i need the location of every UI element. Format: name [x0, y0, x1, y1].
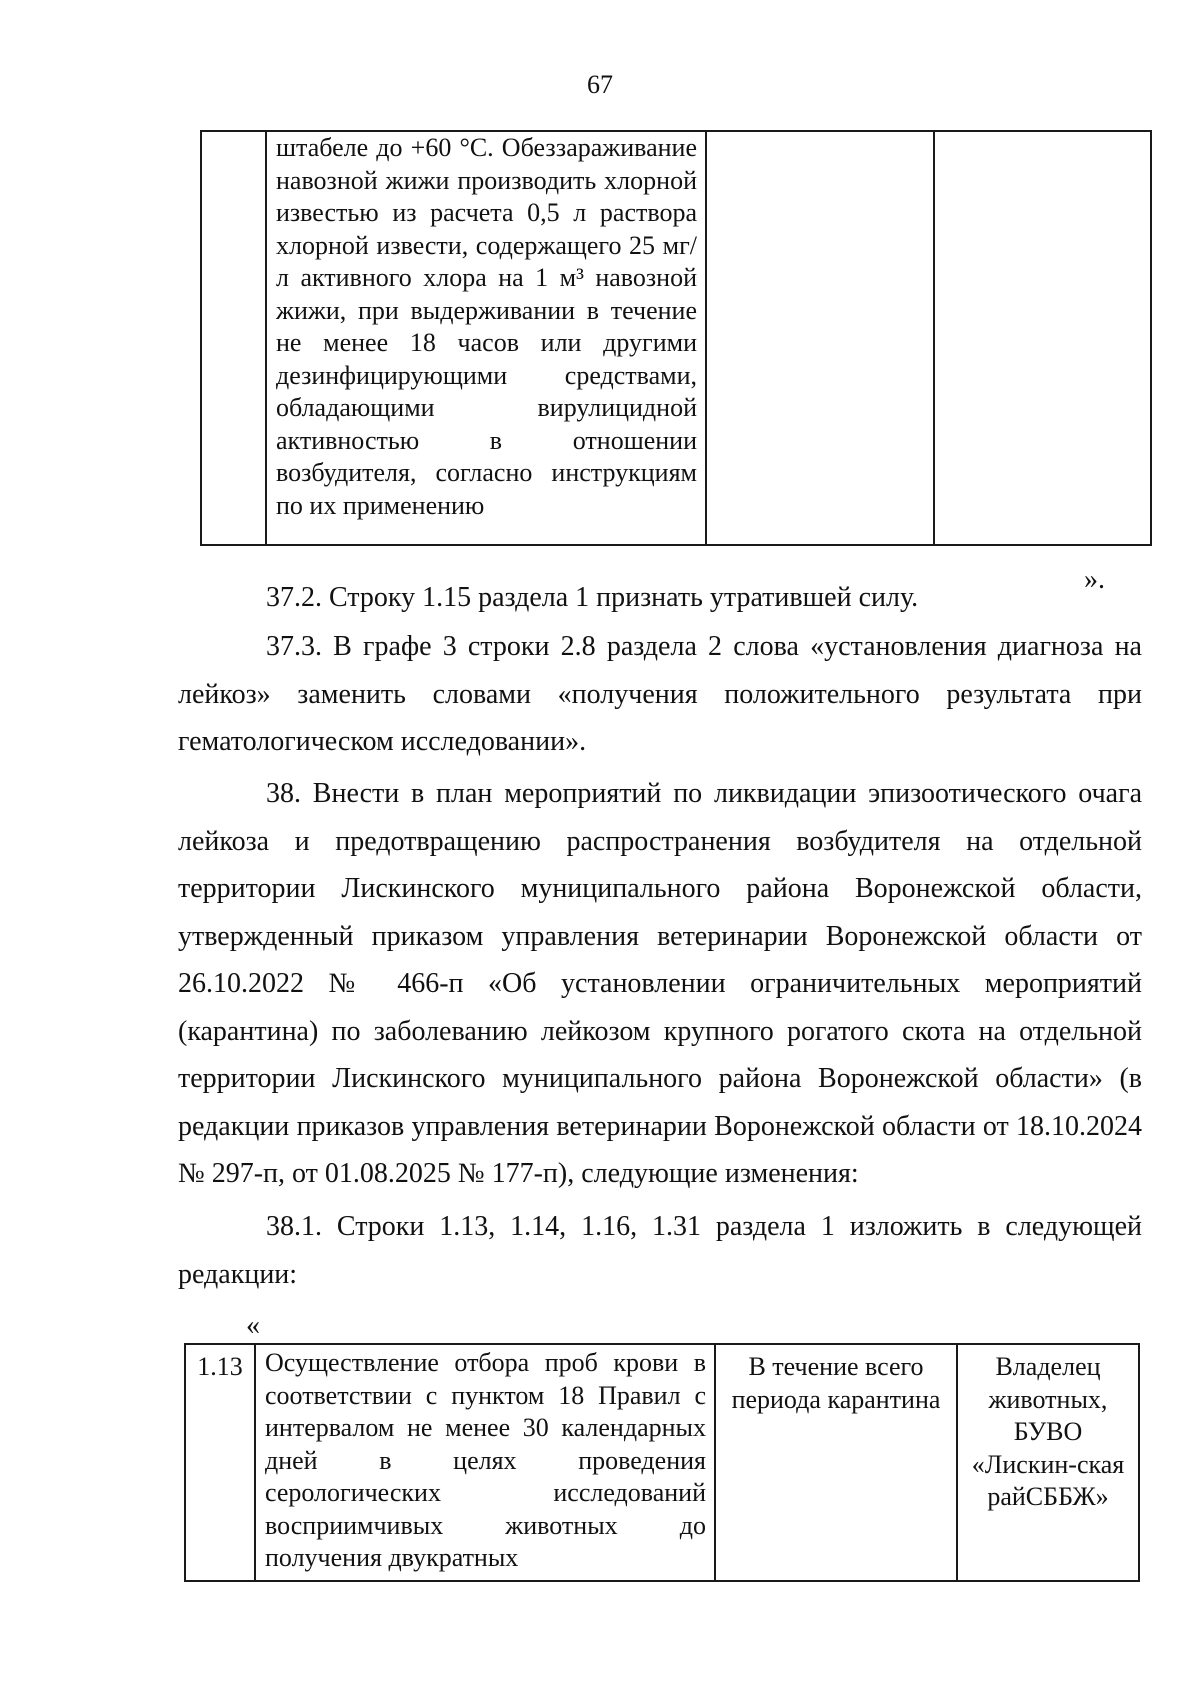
period-cell	[715, 1344, 957, 1581]
paragraph-38-1: 38.1. Строки 1.13, 1.14, 1.16, 1.31 раздела 1 изложить в следующей редакции:	[178, 1211, 1142, 1290]
responsible-cell	[957, 1344, 1139, 1581]
measure-cell	[266, 131, 706, 545]
responsible-text: Владелец животных, БУВО «Лискин-ская райСББЖ»	[971, 1352, 1125, 1511]
paragraph-38: 38. Внести в план мероприятий по ликвидации эпизоотического очага лейкоза и предотвращению распространения возбудителя на отдельной территории Лискинского муниципального района Воронежской области, утвержденный приказом управления ветеринарии Воронежской области от 26.10.2022 № 466-п «Об установлении ограничительных мероприятий (карантина) по заболеванию лейкозом крупного рогатого скота на отдельной территории Лискинского муниципального района Воронежской области» (в редакции приказов управления ветеринарии Воронежской области от 18.10.2024 № 297-п, от 01.08.2025 № 177-п), следующие изменения:	[178, 778, 1142, 1189]
measures-table-continuation	[200, 130, 1152, 546]
measure-cell	[255, 1344, 715, 1581]
period-text: В течение всего периода карантина	[731, 1352, 941, 1414]
page-number: 67	[587, 70, 613, 99]
period-cell	[706, 131, 934, 545]
paragraph-37-2: 37.2. Строку 1.15 раздела 1 признать утратившей силу.	[266, 582, 919, 613]
measure-text: Осуществление отбора проб крови в соответствии с пунктом 18 Правил с интервалом не менее 30 календарных дней в целях проведения серологических исследований восприимчивых животных до получения двукратных	[265, 1348, 706, 1572]
measure-text: штабеле до +60 °С. Обеззараживание навозной жижи производить хлорной известью из расчета 0,5 л раствора хлорной извести, содержащего 25 мг/л активного хлора на 1 м³ навозной жижи, при выдерживании в течение не менее 18 часов или другими дезинфицирующими средствами, обладающими вирулицидной активностью в отношении возбудителя, согласно инструкциям по их применению	[276, 133, 697, 520]
row-number: 1.13	[197, 1352, 243, 1381]
row-number-cell	[185, 1344, 255, 1581]
responsible-cell	[934, 131, 1151, 545]
row-number-cell	[201, 131, 266, 545]
paragraph-37-3: 37.3. В графе 3 строки 2.8 раздела 2 слова «установления диагноза на лейкоз» заменить словами «получения положительного результата при гематологическом исследовании».	[178, 631, 1142, 757]
table-row	[185, 1344, 1139, 1581]
measures-table-new	[184, 1343, 1140, 1582]
closing-quote: ».	[1084, 564, 1105, 595]
opening-quote: «	[246, 1310, 260, 1341]
table-row	[201, 131, 1151, 545]
